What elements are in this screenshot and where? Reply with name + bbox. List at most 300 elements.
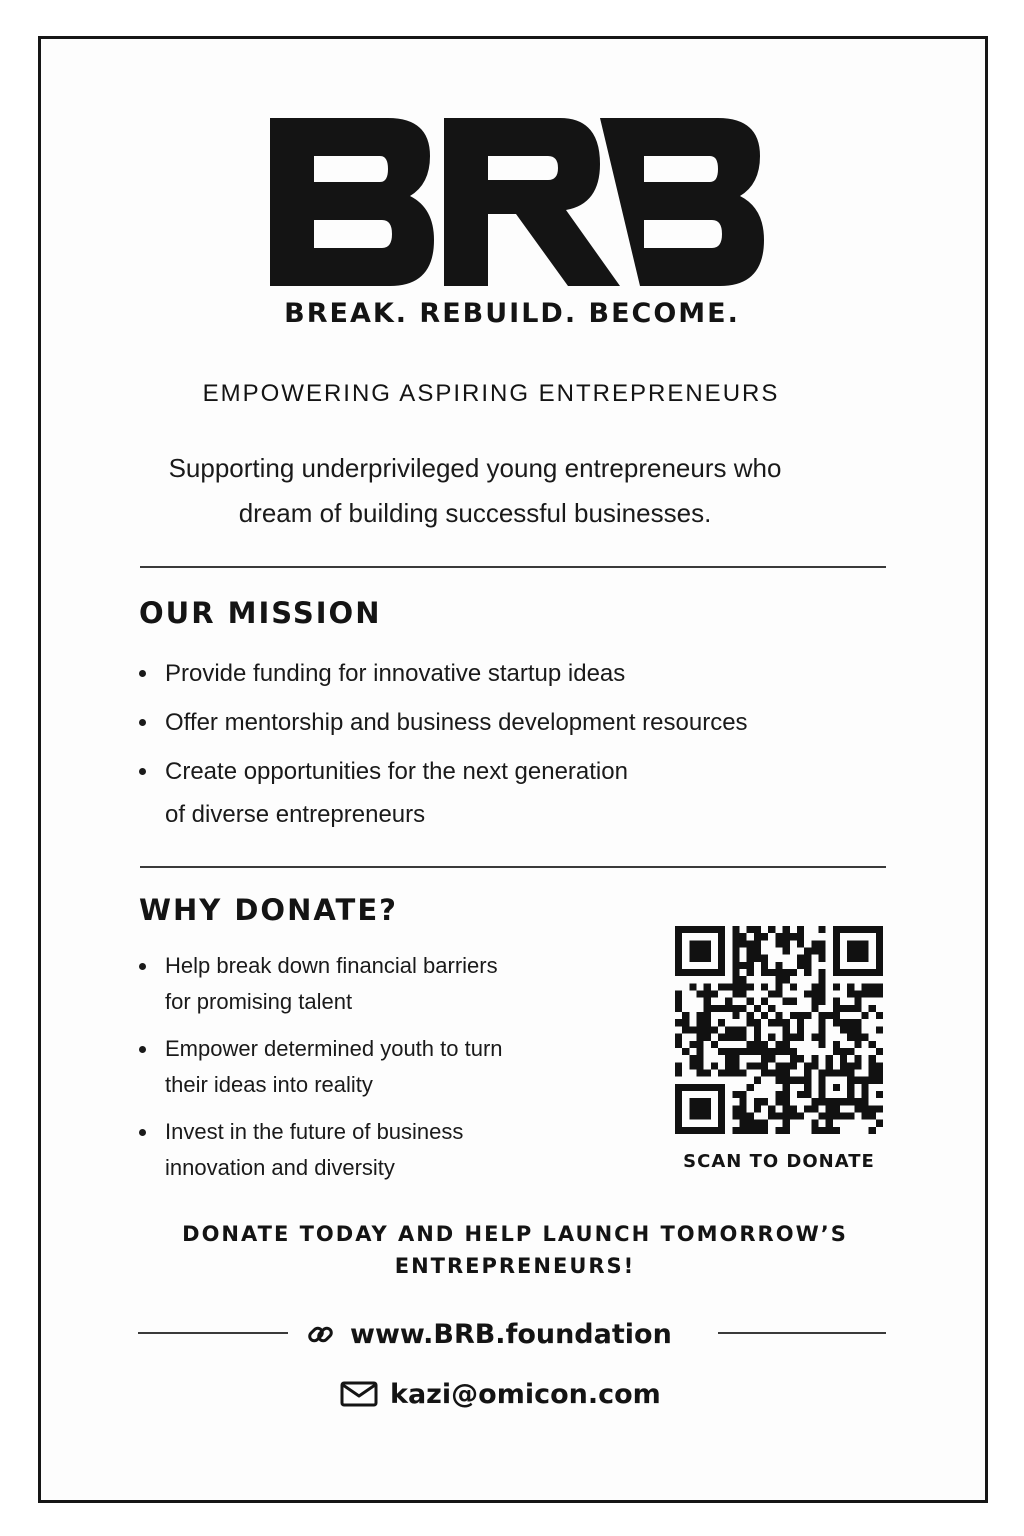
qr-module [876, 1012, 883, 1019]
qr-module [876, 933, 883, 940]
qr-module [725, 1048, 732, 1055]
qr-module [826, 1069, 833, 1076]
qr-module [689, 1055, 696, 1062]
qr-module [869, 1062, 876, 1069]
qr-module [747, 1084, 754, 1091]
qr-module [804, 1091, 811, 1098]
qr-module [754, 1005, 761, 1012]
qr-module [833, 1098, 840, 1105]
qr-module [833, 998, 840, 1005]
qr-caption: SCAN TO DONATE [683, 1151, 875, 1172]
qr-module [725, 1026, 732, 1033]
qr-module [711, 1084, 718, 1091]
qr-module [826, 1120, 833, 1127]
qr-module [861, 1091, 868, 1098]
qr-module [675, 955, 682, 962]
qr-module [675, 940, 682, 947]
qr-module [876, 1062, 883, 1069]
qr-module [675, 1062, 682, 1069]
qr-module [854, 1034, 861, 1041]
qr-module [740, 1005, 747, 1012]
qr-module [725, 1069, 732, 1076]
qr-module [754, 1127, 761, 1134]
qr-module [783, 926, 790, 933]
qr-module [869, 1055, 876, 1062]
qr-module [675, 1084, 682, 1091]
qr-module [854, 940, 861, 947]
qr-module [833, 1105, 840, 1112]
qr-module [783, 1091, 790, 1098]
qr-module [761, 998, 768, 1005]
qr-module [675, 933, 682, 940]
qr-module [818, 1026, 825, 1033]
qr-module [761, 933, 768, 940]
list-item: Create opportunities for the next generation of diverse entrepreneurs [138, 750, 838, 836]
qr-module [861, 955, 868, 962]
qr-module [704, 1112, 711, 1119]
qr-module [761, 1041, 768, 1048]
qr-module [876, 991, 883, 998]
qr-module [697, 1048, 704, 1055]
qr-module [876, 1105, 883, 1112]
qr-module [790, 1105, 797, 1112]
qr-module [847, 940, 854, 947]
qr-module [783, 1048, 790, 1055]
envelope-icon [340, 1381, 378, 1407]
qr-module [833, 1041, 840, 1048]
qr-module [704, 1034, 711, 1041]
email-link[interactable] [340, 1372, 661, 1416]
qr-module [682, 969, 689, 976]
qr-module [754, 955, 761, 962]
qr-module [840, 1048, 847, 1055]
call-to-action: DONATE TODAY AND HELP LAUNCH TOMORROW’S ENTREPRENEURS! [182, 1222, 848, 1278]
qr-module [747, 1120, 754, 1127]
qr-module [704, 1012, 711, 1019]
qr-module [704, 955, 711, 962]
qr-module [675, 1034, 682, 1041]
qr-module [876, 948, 883, 955]
qr-module [704, 1105, 711, 1112]
qr-module [711, 991, 718, 998]
qr-module [704, 940, 711, 947]
qr-module [775, 1091, 782, 1098]
qr-module [697, 926, 704, 933]
qr-module [704, 1127, 711, 1134]
qr-module [718, 1084, 725, 1091]
qr-module [833, 1084, 840, 1091]
qr-module [818, 1098, 825, 1105]
qr-module [811, 1098, 818, 1105]
qr-module [740, 1034, 747, 1041]
qr-module [747, 998, 754, 1005]
qr-module [732, 948, 739, 955]
qr-module [854, 1077, 861, 1084]
qr-module [675, 1112, 682, 1119]
qr-module [861, 1105, 868, 1112]
qr-module [697, 1098, 704, 1105]
qr-module [740, 1098, 747, 1105]
qr-module [697, 940, 704, 947]
qr-module [697, 1012, 704, 1019]
qr-module [818, 969, 825, 976]
qr-module [804, 991, 811, 998]
qr-module [811, 998, 818, 1005]
qr-module [847, 948, 854, 955]
qr-module [804, 955, 811, 962]
qr-module [740, 1048, 747, 1055]
qr-module [790, 998, 797, 1005]
qr-module [818, 940, 825, 947]
divider [718, 1332, 886, 1334]
qr-module [854, 1062, 861, 1069]
qr-module [876, 940, 883, 947]
qr-module [711, 1005, 718, 1012]
qr-module [775, 962, 782, 969]
qr-module [876, 955, 883, 962]
qr-module [775, 976, 782, 983]
qr-module [797, 1091, 804, 1098]
qr-module [847, 1098, 854, 1105]
qr-module [718, 1120, 725, 1127]
qr-module [718, 969, 725, 976]
qr-module [761, 955, 768, 962]
qr-module [783, 1098, 790, 1105]
qr-module [804, 1062, 811, 1069]
qr-module [804, 1069, 811, 1076]
qr-module [768, 1105, 775, 1112]
qr-module [704, 1069, 711, 1076]
intro-text [130, 446, 820, 536]
mission-list [138, 652, 838, 842]
qr-module [775, 969, 782, 976]
qr-module [725, 1034, 732, 1041]
qr-module [811, 948, 818, 955]
qr-module [861, 1112, 868, 1119]
qr-module [754, 1105, 761, 1112]
qr-module [818, 1112, 825, 1119]
qr-module [747, 1127, 754, 1134]
qr-module [869, 1005, 876, 1012]
qr-module [754, 1034, 761, 1041]
qr-module [861, 1084, 868, 1091]
qr-module [840, 1098, 847, 1105]
qr-module [689, 969, 696, 976]
website-link[interactable] [306, 1312, 672, 1356]
qr-module [732, 1069, 739, 1076]
qr-module [732, 1012, 739, 1019]
qr-module [775, 1069, 782, 1076]
intro-line-1: Supporting underprivileged young entrepreneurs who [168, 453, 782, 483]
qr-module [790, 1062, 797, 1069]
qr-module [747, 926, 754, 933]
qr-module [718, 933, 725, 940]
qr-module [811, 1062, 818, 1069]
qr-module [740, 1120, 747, 1127]
qr-module [725, 1005, 732, 1012]
qr-module [682, 1048, 689, 1055]
qr-module [854, 948, 861, 955]
qr-module [811, 1034, 818, 1041]
qr-module [718, 940, 725, 947]
qr-module [818, 991, 825, 998]
qr-module [783, 1019, 790, 1026]
qr-module [869, 983, 876, 990]
qr-module [682, 1019, 689, 1026]
qr-module [811, 1055, 818, 1062]
qr-module [682, 926, 689, 933]
qr-module [833, 1048, 840, 1055]
qr-module [675, 969, 682, 976]
qr-module [783, 933, 790, 940]
qr-module [675, 1091, 682, 1098]
qr-module [747, 962, 754, 969]
qr-module [732, 940, 739, 947]
qr-module [718, 962, 725, 969]
qr-module [869, 991, 876, 998]
qr-module [718, 1112, 725, 1119]
qr-module [747, 955, 754, 962]
qr-module [689, 1062, 696, 1069]
why-donate-list [138, 948, 578, 1197]
qr-module [826, 1055, 833, 1062]
qr-module [790, 933, 797, 940]
qr-module [675, 1105, 682, 1112]
qr-module [833, 955, 840, 962]
qr-module [704, 969, 711, 976]
qr-module [754, 1041, 761, 1048]
qr-module [833, 962, 840, 969]
qr-module [840, 1112, 847, 1119]
qr-module [783, 1062, 790, 1069]
qr-module [689, 1041, 696, 1048]
qr-module [804, 962, 811, 969]
qr-module [783, 1041, 790, 1048]
qr-module [675, 1120, 682, 1127]
qr-module [797, 1026, 804, 1033]
qr-module [818, 1127, 825, 1134]
qr-code-icon[interactable] [672, 926, 886, 1134]
qr-module [747, 969, 754, 976]
email-text[interactable]: kazi@omicon.com [390, 1378, 661, 1410]
qr-module [847, 1112, 854, 1119]
qr-module [818, 983, 825, 990]
qr-module [797, 1055, 804, 1062]
qr-module [732, 1127, 739, 1134]
intro-line-2: dream of building successful businesses. [238, 498, 712, 528]
qr-module [818, 955, 825, 962]
qr-module [740, 976, 747, 983]
qr-module [861, 983, 868, 990]
qr-module [833, 1127, 840, 1134]
qr-module [732, 926, 739, 933]
qr-module [740, 940, 747, 947]
qr-module [697, 1112, 704, 1119]
qr-module [826, 1062, 833, 1069]
qr-module [840, 1026, 847, 1033]
qr-module [876, 1026, 883, 1033]
qr-module [732, 1026, 739, 1033]
qr-module [747, 983, 754, 990]
qr-module [833, 983, 840, 990]
qr-module [861, 1098, 868, 1105]
qr-module [740, 983, 747, 990]
qr-module [682, 1026, 689, 1033]
qr-module [704, 998, 711, 1005]
qr-module [718, 1105, 725, 1112]
qr-module [804, 1105, 811, 1112]
qr-module [811, 983, 818, 990]
qr-module [754, 940, 761, 947]
qr-module [818, 998, 825, 1005]
qr-module [675, 991, 682, 998]
qr-module [861, 1077, 868, 1084]
qr-module [697, 969, 704, 976]
qr-module [826, 1098, 833, 1105]
qr-module [768, 991, 775, 998]
qr-module [732, 1005, 739, 1012]
qr-module [768, 1048, 775, 1055]
qr-module [754, 1120, 761, 1127]
qr-module [840, 1019, 847, 1026]
qr-module [876, 1120, 883, 1127]
qr-module [861, 1034, 868, 1041]
qr-module [861, 1012, 868, 1019]
qr-module [675, 1069, 682, 1076]
qr-module [790, 1112, 797, 1119]
qr-module [876, 969, 883, 976]
qr-module [697, 1084, 704, 1091]
qr-module [775, 933, 782, 940]
qr-module [775, 1077, 782, 1084]
qr-module [854, 1026, 861, 1033]
qr-module [754, 948, 761, 955]
qr-module [840, 1005, 847, 1012]
qr-module [811, 940, 818, 947]
qr-module [797, 1019, 804, 1026]
qr-module [747, 940, 754, 947]
qr-module [711, 1062, 718, 1069]
qr-module [740, 1112, 747, 1119]
qr-module [833, 948, 840, 955]
qr-module [697, 1062, 704, 1069]
qr-module [761, 962, 768, 969]
qr-module [697, 991, 704, 998]
qr-module [718, 1069, 725, 1076]
qr-module [818, 1034, 825, 1041]
qr-module [711, 969, 718, 976]
qr-module [689, 1026, 696, 1033]
qr-module [725, 983, 732, 990]
qr-module [740, 962, 747, 969]
qr-module [847, 1084, 854, 1091]
qr-module [783, 940, 790, 947]
qr-module [854, 1019, 861, 1026]
qr-module [740, 991, 747, 998]
qr-module [697, 948, 704, 955]
qr-module [775, 1127, 782, 1134]
qr-module [675, 962, 682, 969]
qr-module [818, 976, 825, 983]
qr-module [704, 926, 711, 933]
qr-module [754, 1048, 761, 1055]
qr-module [790, 1034, 797, 1041]
qr-module [689, 1084, 696, 1091]
qr-module [797, 1077, 804, 1084]
qr-module [768, 1019, 775, 1026]
qr-module [740, 1026, 747, 1033]
qr-module [790, 1055, 797, 1062]
qr-module [847, 983, 854, 990]
qr-module [847, 1005, 854, 1012]
qr-module [811, 991, 818, 998]
qr-module [754, 926, 761, 933]
qr-module [811, 1127, 818, 1134]
qr-module [775, 983, 782, 990]
qr-module [876, 962, 883, 969]
qr-module [754, 1026, 761, 1033]
qr-module [847, 969, 854, 976]
mission-title: OUR MISSION [139, 596, 382, 630]
qr-module [682, 1084, 689, 1091]
qr-module [783, 948, 790, 955]
qr-module [854, 1041, 861, 1048]
list-item: Empower determined youth to turn their ideas into reality [138, 1031, 578, 1103]
qr-module [876, 1069, 883, 1076]
qr-module [847, 926, 854, 933]
qr-module [783, 1084, 790, 1091]
qr-module [754, 1062, 761, 1069]
qr-module [747, 1041, 754, 1048]
qr-module [768, 1069, 775, 1076]
divider [140, 866, 886, 868]
qr-module [790, 1012, 797, 1019]
qr-module [811, 1120, 818, 1127]
qr-module [869, 969, 876, 976]
qr-module [861, 991, 868, 998]
qr-module [675, 926, 682, 933]
qr-module [818, 1091, 825, 1098]
qr-module [861, 926, 868, 933]
qr-module [761, 1069, 768, 1076]
qr-module [675, 1005, 682, 1012]
qr-module [732, 1055, 739, 1062]
qr-module [768, 1055, 775, 1062]
qr-module [761, 1062, 768, 1069]
divider [138, 1332, 288, 1334]
qr-module [869, 926, 876, 933]
website-text[interactable]: www.BRB.foundation [350, 1318, 672, 1350]
qr-module [718, 983, 725, 990]
qr-module [718, 1048, 725, 1055]
qr-module [718, 926, 725, 933]
qr-module [783, 969, 790, 976]
qr-module [876, 1077, 883, 1084]
qr-module [697, 1055, 704, 1062]
qr-module [732, 991, 739, 998]
qr-module [704, 1005, 711, 1012]
qr-module [761, 1120, 768, 1127]
qr-module [847, 1048, 854, 1055]
qr-module [790, 1048, 797, 1055]
qr-module [775, 1098, 782, 1105]
qr-module [689, 948, 696, 955]
qr-module [768, 969, 775, 976]
qr-module [811, 1105, 818, 1112]
qr-module [804, 1077, 811, 1084]
qr-module [732, 962, 739, 969]
qr-module [711, 1127, 718, 1134]
